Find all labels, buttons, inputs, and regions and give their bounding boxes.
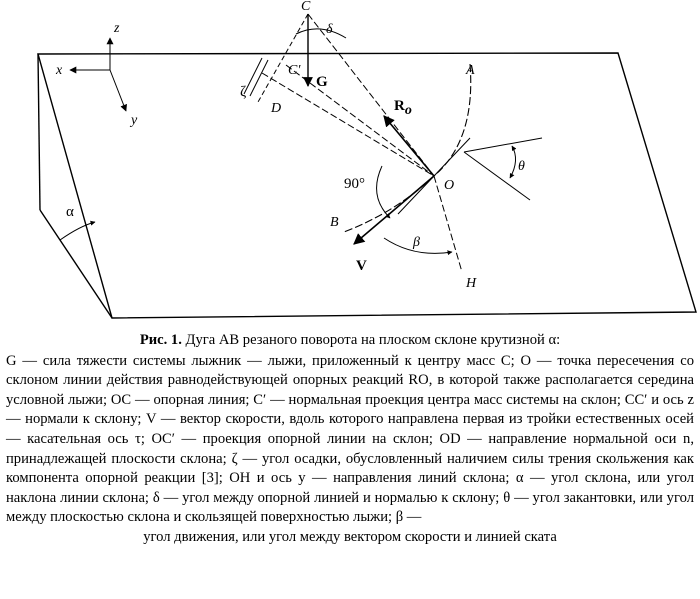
beta-label: β (413, 235, 420, 250)
normal-line-cc-prime (258, 14, 308, 102)
caption-title-text: Дуга AB резаного поворота на плоском склоне крутизной α: (181, 332, 561, 348)
axis-y (110, 70, 126, 111)
reaction-label: Ro (394, 98, 412, 118)
right-angle-label: 90° (344, 176, 365, 192)
zeta-label: ζ (240, 84, 247, 100)
axis-y-label: y (131, 113, 138, 128)
gravity-label: G (316, 74, 328, 90)
alpha-label: α (66, 204, 74, 220)
axis-x-label: x (56, 63, 63, 78)
point-c-label: C (301, 0, 311, 14)
point-c-prime-label: C′ (288, 63, 301, 78)
reaction-vector (384, 116, 434, 176)
arc-ab (344, 64, 471, 232)
axis-z-label: z (114, 21, 120, 36)
support-line-oc (308, 14, 434, 176)
point-h-label: H (466, 276, 477, 291)
slope-plane (38, 53, 696, 318)
slope-edge-vertical (38, 54, 40, 210)
point-b-label: B (330, 215, 339, 230)
velocity-label: V (356, 258, 367, 274)
caption-body: G — сила тяжести системы лыжник — лыжи, приложенный к центру масс C; O — точка пересечения со склоном линии действия равнодействующей опорных реакций RO, в которой также располагается середина условной лыжи; OC — опорная линия; C′ — нормальная проекция центра масс системы на склон; CC′ и ось z — нормали к склону; V — вектор скорости, вдоль которого направлена первая из тройки естественных осей — касательная ось τ; OC′ — проекция опорной линии на склон; OD — направление нормальной оси n, принадлежащей плоскости склона; ζ — угол осадки, обусловленный наличием силы трения скольжения как компонента опорной реакции [3]; OH и ось y — направления линий склона; α — угол склона, или угол наклона линии склона; δ — угол между опорной линией и нормалью к склону; θ — угол закантовки, или угол между плоскостью склона и скользящей поверхностью лыжи; β — (6, 352, 694, 526)
caption-title-prefix: Рис. 1. (139, 332, 182, 348)
zeta-marker-2 (244, 58, 262, 94)
delta-label: δ (326, 22, 333, 37)
caption-last-line: угол движения, или угол между вектором скорости и линией ската (143, 528, 557, 545)
slope-edge-base (40, 210, 112, 318)
point-d-label: D (271, 101, 282, 116)
zeta-marker-1 (250, 60, 268, 96)
figure-caption (6, 331, 694, 548)
theta-label: θ (518, 159, 525, 174)
normal-line-od (262, 73, 434, 176)
point-a-label: A (466, 63, 475, 78)
theta-arc (510, 146, 516, 178)
point-o-label: O (444, 178, 455, 193)
ski-surface-line (464, 138, 542, 152)
velocity-vector (354, 176, 434, 244)
caption-title (6, 331, 694, 351)
